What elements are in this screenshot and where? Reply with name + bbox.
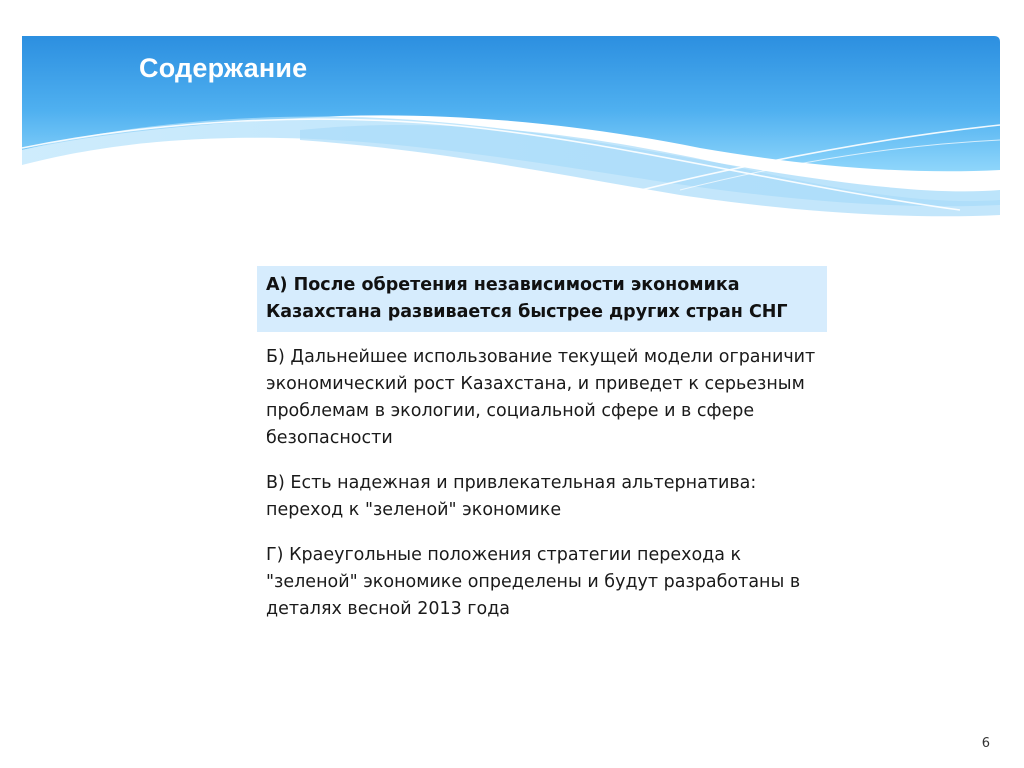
content-list	[257, 266, 827, 635]
slide-title: Содержание	[139, 53, 308, 83]
list-item-a: А) После обретения независимости экономика Казахстана развивается быстрее других стран СНГ	[257, 266, 827, 332]
header-wave-background	[0, 0, 1024, 230]
page-number: 6	[981, 736, 990, 751]
list-item-b: Б) Дальнейшее использование текущей модели ограничит экономический рост Казахстана, и приведет к серьезным проблемам в экологии, социальной сфере и в сфере безопасности	[266, 347, 816, 448]
list-item-v: В) Есть надежная и привлекательная альтернатива: переход к "зеленой" экономике	[266, 473, 757, 520]
list-item-g: Г) Краеугольные положения стратегии перехода к "зеленой" экономике определены и будут разработаны в деталях весной 2013 года	[266, 545, 801, 619]
